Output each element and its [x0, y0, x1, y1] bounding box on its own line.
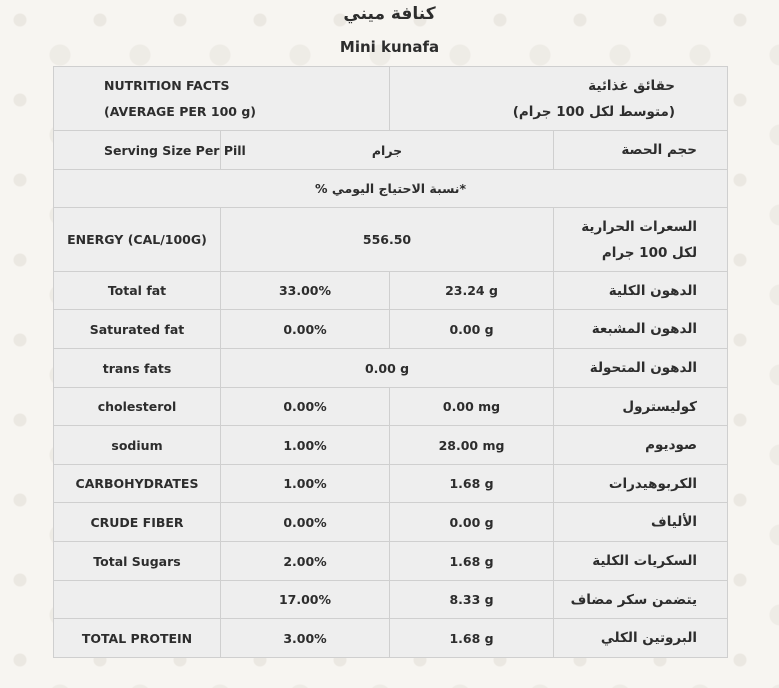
header-english-line1: NUTRITION FACTS — [104, 77, 230, 93]
trans-fats-label-arabic: الدهون المتحولة — [554, 349, 728, 388]
serving-value: جرام — [221, 131, 554, 170]
nutrient-amount: 1.68 g — [390, 619, 554, 658]
nutrient-percent: 0.00% — [221, 310, 390, 349]
serving-row — [54, 131, 728, 170]
table-row — [54, 310, 728, 349]
nutrient-amount: 0.00 mg — [390, 388, 554, 426]
daily-note-row — [54, 170, 728, 208]
nutrient-label-english: sodium — [54, 426, 221, 465]
table-row — [54, 465, 728, 503]
energy-row — [54, 208, 728, 272]
nutrient-amount: 28.00 mg — [390, 426, 554, 465]
nutrient-label-english: Total fat — [54, 272, 221, 310]
table-row — [54, 581, 728, 619]
serving-label-english: Serving Size Per Pill — [54, 131, 221, 170]
nutrient-amount: 8.33 g — [390, 581, 554, 619]
nutrient-amount: 0.00 g — [390, 503, 554, 542]
nutrient-label-arabic: البروتين الكلي — [554, 619, 728, 658]
header-arabic — [390, 67, 728, 131]
nutrient-label-english: cholesterol — [54, 388, 221, 426]
product-title-english: Mini kunafa — [339, 38, 440, 56]
nutrient-label-arabic: الدهون الكلية — [554, 272, 728, 310]
energy-value: 556.50 — [221, 208, 554, 272]
table-row — [54, 503, 728, 542]
nutrient-label-english — [54, 581, 221, 619]
nutrient-percent: 33.00% — [221, 272, 390, 310]
trans-fats-row — [54, 349, 728, 388]
nutrient-label-english: CRUDE FIBER — [54, 503, 221, 542]
energy-label-arabic — [554, 208, 728, 272]
nutrient-label-english: Saturated fat — [54, 310, 221, 349]
nutrient-percent: 1.00% — [221, 426, 390, 465]
nutrient-label-arabic: كوليسترول — [554, 388, 728, 426]
table-row — [54, 619, 728, 658]
nutrient-percent: 3.00% — [221, 619, 390, 658]
header-english — [54, 67, 390, 131]
energy-label-arabic-line1: السعرات الحرارية — [581, 218, 698, 235]
table-row — [54, 542, 728, 581]
nutrient-percent: 1.00% — [221, 465, 390, 503]
daily-need-note: *نسبة الاحتياج اليومي % — [54, 170, 728, 208]
nutrient-label-arabic: الألياف — [554, 503, 728, 542]
nutrient-label-arabic: السكريات الكلية — [554, 542, 728, 581]
table-row — [54, 426, 728, 465]
nutrient-amount: 1.68 g — [390, 542, 554, 581]
header-english-line2: (AVERAGE PER 100 g) — [104, 103, 256, 119]
nutrient-label-arabic: الدهون المشبعة — [554, 310, 728, 349]
nutrient-label-arabic: الكربوهيدرات — [554, 465, 728, 503]
energy-label-english: ENERGY (CAL/100G) — [54, 208, 221, 272]
header-arabic-line1: حقائق غذائية — [588, 77, 676, 94]
trans-fats-value: 0.00 g — [221, 349, 554, 388]
nutrient-amount: 1.68 g — [390, 465, 554, 503]
nutrient-percent: 2.00% — [221, 542, 390, 581]
trans-fats-label-english: trans fats — [54, 349, 221, 388]
energy-label-arabic-line2: لكل 100 جرام — [601, 244, 698, 261]
nutrient-percent: 17.00% — [221, 581, 390, 619]
nutrition-table — [53, 66, 728, 658]
serving-label-arabic: حجم الحصة — [554, 131, 728, 170]
nutrient-label-english: TOTAL PROTEIN — [54, 619, 221, 658]
header-arabic-line2: (متوسط لكل 100 جرام) — [512, 103, 676, 120]
nutrient-label-arabic: صوديوم — [554, 426, 728, 465]
header-row — [54, 67, 728, 131]
nutrient-label-english: Total Sugars — [54, 542, 221, 581]
nutrient-percent: 0.00% — [221, 503, 390, 542]
product-title-arabic: كنافة ميني — [343, 4, 436, 24]
table-row — [54, 388, 728, 426]
table-row — [54, 272, 728, 310]
nutrient-label-arabic: يتضمن سكر مضاف — [554, 581, 728, 619]
nutrient-percent: 0.00% — [221, 388, 390, 426]
nutrient-amount: 23.24 g — [390, 272, 554, 310]
nutrient-label-english: CARBOHYDRATES — [54, 465, 221, 503]
nutrient-amount: 0.00 g — [390, 310, 554, 349]
